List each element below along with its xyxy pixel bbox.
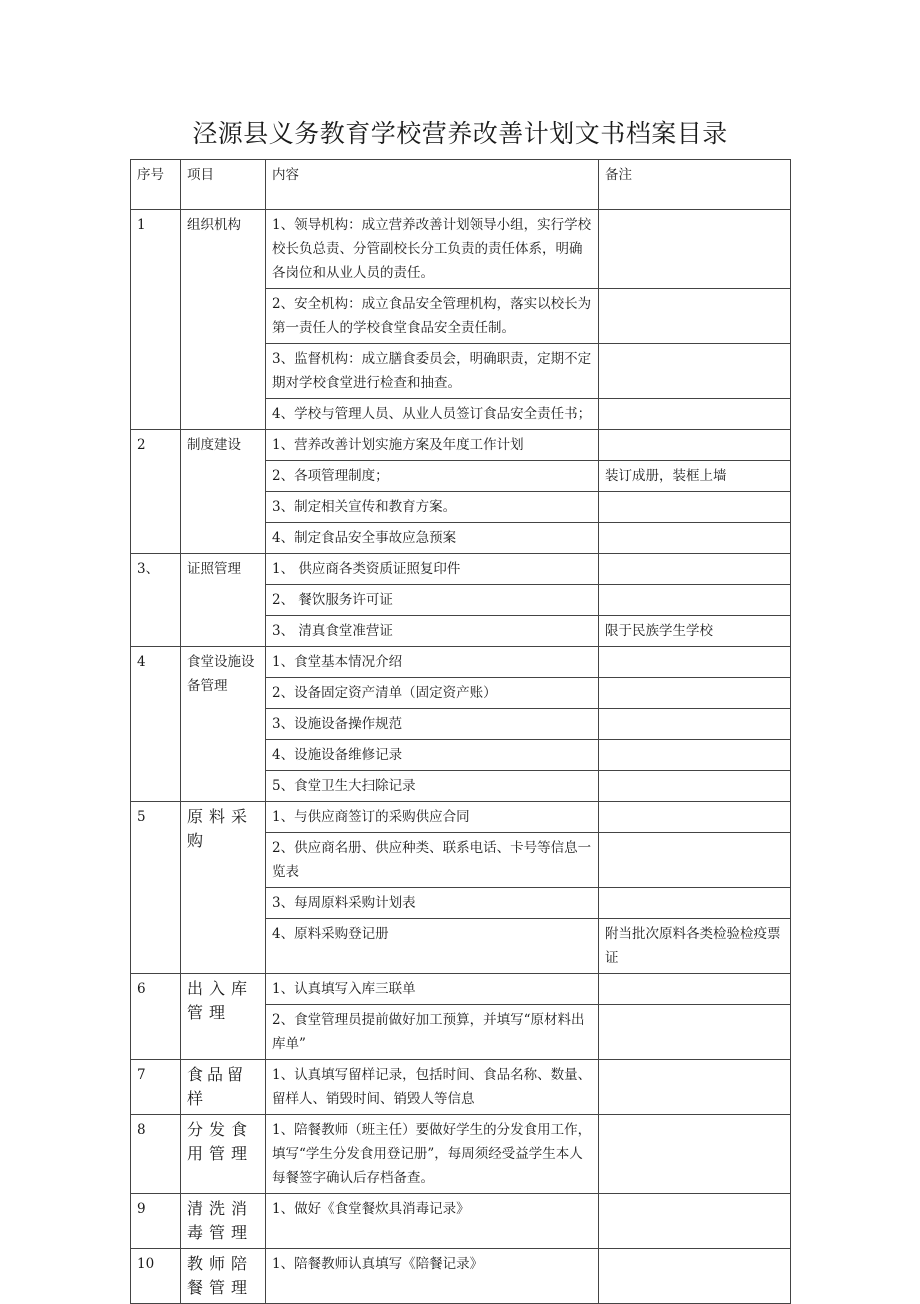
- section-number: 3、: [131, 554, 181, 647]
- section-item: 教师陪餐管理: [181, 1249, 266, 1304]
- row-content: 1、陪餐教师（班主任）要做好学生的分发食用工作，填写“学生分发食用登记册”，每周须经受益学生本人每餐签字确认后存档备查。: [266, 1115, 599, 1194]
- header-content: 内容: [266, 160, 599, 210]
- row-content: 3、设施设备操作规范: [266, 709, 599, 740]
- row-content: 1、认真填写留样记录，包括时间、食品名称、数量、留样人、销毁时间、销毁人等信息: [266, 1060, 599, 1115]
- section-item: 分发食用管理: [181, 1115, 266, 1194]
- row-note: [599, 1194, 791, 1249]
- section-number: 7: [131, 1060, 181, 1115]
- row-content: 4、设施设备维修记录: [266, 740, 599, 771]
- section-number: 6: [131, 974, 181, 1060]
- row-content: 2、食堂管理员提前做好加工预算，并填写“原材料出库单”: [266, 1005, 599, 1060]
- table-row: [131, 1194, 791, 1249]
- row-note: [599, 430, 791, 461]
- row-note: [599, 492, 791, 523]
- catalog-table: [130, 159, 791, 1304]
- row-content: 4、制定食品安全事故应急预案: [266, 523, 599, 554]
- header-item: 项目: [181, 160, 266, 210]
- row-content: 1、食堂基本情况介绍: [266, 647, 599, 678]
- row-note: 附当批次原料各类检验检疫票证: [599, 919, 791, 974]
- row-content: 1、与供应商签订的采购供应合同: [266, 802, 599, 833]
- row-content: 1、陪餐教师认真填写《陪餐记录》: [266, 1249, 599, 1304]
- row-content: 3、 清真食堂准营证: [266, 616, 599, 647]
- catalog-table-body: [131, 160, 791, 1304]
- section-number: 10: [131, 1249, 181, 1304]
- row-note: [599, 802, 791, 833]
- row-note: [599, 1249, 791, 1304]
- row-note: [599, 1060, 791, 1115]
- table-row: [131, 974, 791, 1005]
- section-number: 4: [131, 647, 181, 802]
- table-header-row: [131, 160, 791, 210]
- row-content: 2、设备固定资产清单（固定资产账）: [266, 678, 599, 709]
- table-row: [131, 210, 791, 289]
- table-row: [131, 1060, 791, 1115]
- row-content: 2、各项管理制度；: [266, 461, 599, 492]
- row-note: [599, 771, 791, 802]
- document-title: 泾源县义务教育学校营养改善计划文书档案目录: [192, 119, 728, 148]
- row-note: [599, 554, 791, 585]
- section-item: 原料采购: [181, 802, 266, 974]
- row-note: [599, 399, 791, 430]
- header-no: 序号: [131, 160, 181, 210]
- table-row: [131, 430, 791, 461]
- row-content: 2、安全机构：成立食品安全管理机构，落实以校长为第一责任人的学校食堂食品安全责任制。: [266, 289, 599, 344]
- row-content: 3、制定相关宣传和教育方案。: [266, 492, 599, 523]
- row-note: [599, 647, 791, 678]
- section-number: 5: [131, 802, 181, 974]
- row-note: [599, 678, 791, 709]
- row-content: 1、领导机构：成立营养改善计划领导小组，实行学校校长负总责、分管副校长分工负责的责任体系，明确各岗位和从业人员的责任。: [266, 210, 599, 289]
- row-note: [599, 1005, 791, 1060]
- section-number: 8: [131, 1115, 181, 1194]
- section-item: 组织机构: [181, 210, 266, 430]
- row-note: [599, 210, 791, 289]
- section-item: 出入库管理: [181, 974, 266, 1060]
- row-content: 4、学校与管理人员、从业人员签订食品安全责任书；: [266, 399, 599, 430]
- row-note: [599, 709, 791, 740]
- row-note: [599, 888, 791, 919]
- row-content: 5、食堂卫生大扫除记录: [266, 771, 599, 802]
- row-content: 2、 餐饮服务许可证: [266, 585, 599, 616]
- section-number: 1: [131, 210, 181, 430]
- table-row: [131, 1115, 791, 1194]
- section-item: 食品留样: [181, 1060, 266, 1115]
- row-note: [599, 974, 791, 1005]
- table-row: [131, 1249, 791, 1304]
- row-content: 2、供应商名册、供应种类、联系电话、卡号等信息一览表: [266, 833, 599, 888]
- section-item: 食堂设施设备管理: [181, 647, 266, 802]
- row-note: [599, 1115, 791, 1194]
- row-content: 1、认真填写入库三联单: [266, 974, 599, 1005]
- row-note: 装订成册，装框上墙: [599, 461, 791, 492]
- row-note: [599, 740, 791, 771]
- row-note: [599, 289, 791, 344]
- table-row: [131, 802, 791, 833]
- row-content: 3、监督机构：成立膳食委员会，明确职责，定期不定期对学校食堂进行检查和抽查。: [266, 344, 599, 399]
- table-row: [131, 554, 791, 585]
- row-content: 1、 供应商各类资质证照复印件: [266, 554, 599, 585]
- row-note: [599, 585, 791, 616]
- section-item: 清洗消毒管理: [181, 1194, 266, 1249]
- section-item: 证照管理: [181, 554, 266, 647]
- row-content: 4、原料采购登记册: [266, 919, 599, 974]
- header-note: 备注: [599, 160, 791, 210]
- row-note: [599, 833, 791, 888]
- row-note: [599, 344, 791, 399]
- section-number: 9: [131, 1194, 181, 1249]
- section-number: 2: [131, 430, 181, 554]
- row-content: 1、营养改善计划实施方案及年度工作计划: [266, 430, 599, 461]
- row-content: 3、每周原料采购计划表: [266, 888, 599, 919]
- section-item: 制度建设: [181, 430, 266, 554]
- row-content: 1、做好《食堂餐炊具消毒记录》: [266, 1194, 599, 1249]
- row-note: 限于民族学生学校: [599, 616, 791, 647]
- row-note: [599, 523, 791, 554]
- table-row: [131, 647, 791, 678]
